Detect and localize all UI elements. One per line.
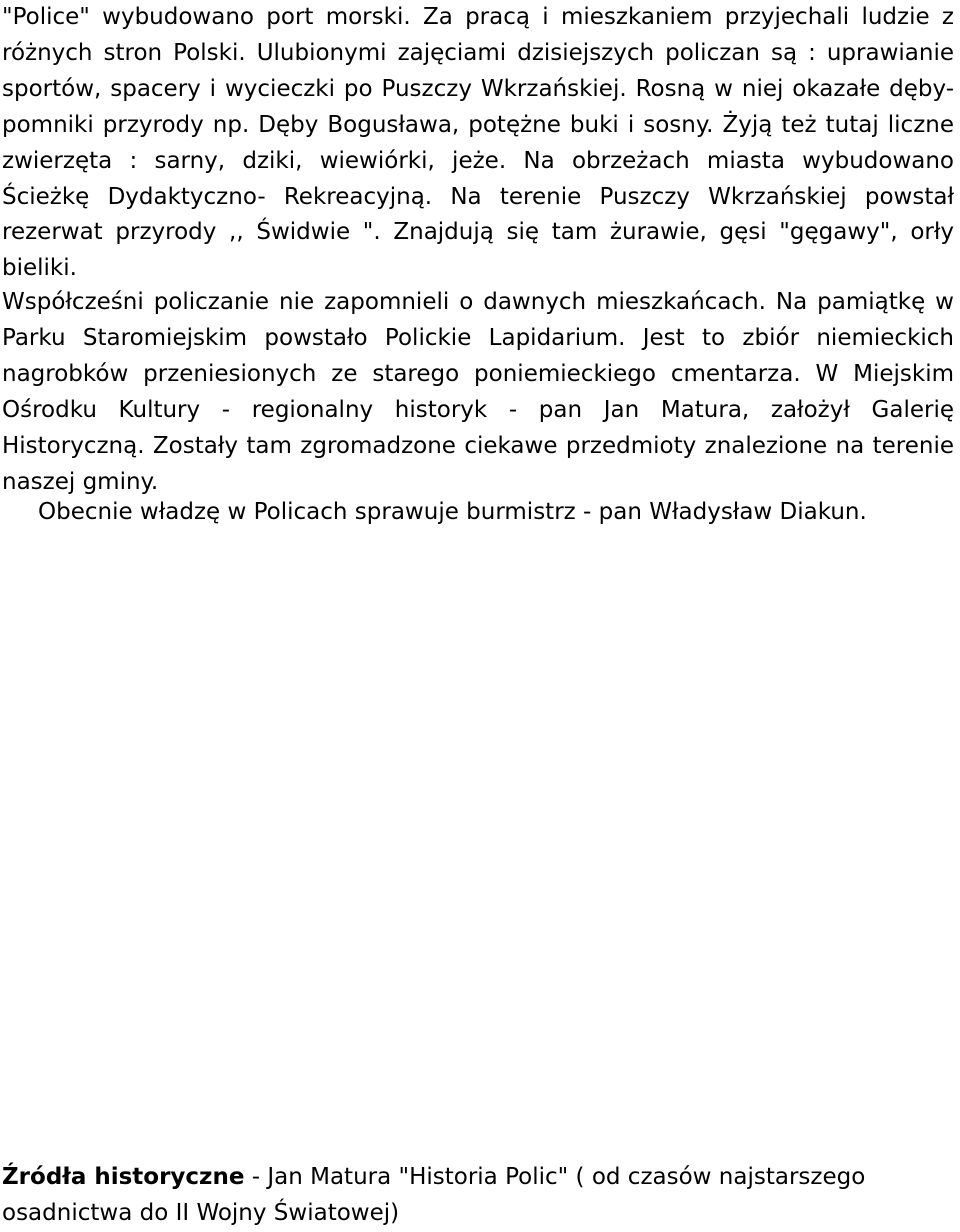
text-line: Ośrodku Kultury - regionalny historyk - pan Jan Matura, założył Galerię xyxy=(2,396,954,423)
text-line: pomniki przyrody np. Dęby Bogusława, potężne buki i sosny. Żyją też tutaj liczne xyxy=(2,111,954,138)
paragraph-mayor xyxy=(38,495,954,531)
sources-section xyxy=(2,1160,954,1232)
text-line: bieliki. xyxy=(2,255,77,282)
text-line: "Police" wybudowano port morski. Za pracą i mieszkaniem przyjechali ludzie z xyxy=(2,4,954,30)
sources-line: osadnictwa do II Wojny Światowej) xyxy=(2,1199,400,1226)
text-line: Współcześni policzanie nie zapomnieli o dawnych mieszkańcach. Na pamiątkę w xyxy=(2,289,954,315)
sources-line xyxy=(2,1160,954,1196)
paragraph-lapidarium xyxy=(2,285,954,500)
text-line: Parku Staromiejskim powstało Polickie Lapidarium. Jest to zbiór niemieckich xyxy=(2,324,954,351)
sources-label: Źródła historyczne xyxy=(2,1164,245,1190)
text-line: różnych stron Polski. Ulubionymi zajęciami dzisiejszych policzan są : uprawianie xyxy=(2,39,954,66)
text-line: nagrobków przeniesionych ze starego poniemieckiego cmentarza. W Miejskim xyxy=(2,360,954,387)
text-line: zwierzęta : sarny, dziki, wiewiórki, jeże. Na obrzeżach miasta wybudowano xyxy=(2,147,954,174)
text-line: rezerwat przyrody ,, Świdwie ". Znajdują się tam żurawie, gęsi "gęgawy", orły xyxy=(2,219,954,246)
paragraph-police-history xyxy=(2,0,954,287)
text-line: naszej gminy. xyxy=(2,468,159,495)
text-line: sportów, spacery i wycieczki po Puszczy Wkrzańskiej. Rosną w niej okazałe dęby- xyxy=(2,75,954,102)
text-line: Ścieżkę Dydaktyczno- Rekreacyjną. Na terenie Puszczy Wkrzańskiej powstał xyxy=(2,183,954,210)
text-line: Obecnie władzę w Policach sprawuje burmistrz - pan Władysław Diakun. xyxy=(38,499,867,525)
text-line: Historyczną. Zostały tam zgromadzone ciekawe przedmioty znalezione na terenie xyxy=(2,432,954,459)
sources-text: - Jan Matura "Historia Polic" ( od czasów najstarszego xyxy=(244,1164,866,1190)
